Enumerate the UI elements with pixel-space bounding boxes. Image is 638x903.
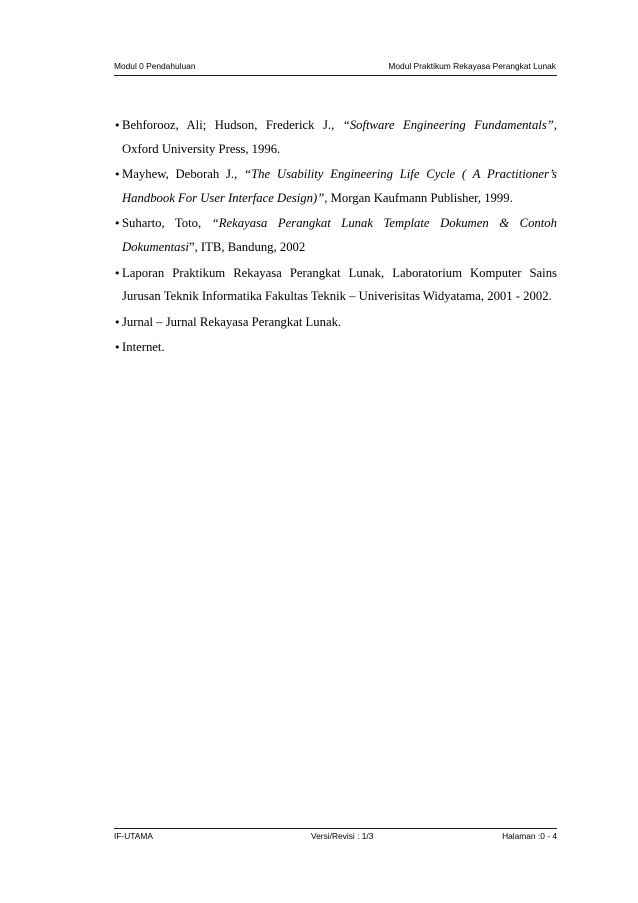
bullet-icon: • [114, 168, 121, 182]
footer-page-number: Halaman :0 - 4 [502, 831, 557, 841]
reference-item [114, 336, 557, 360]
reference-text: Behforooz, Ali; Hudson, Frederick J., “Software Engineering Fundamentals”, Oxford University Press, 1996. [122, 118, 557, 156]
footer-version: Versi/Revisi : 1/3 [311, 831, 374, 841]
bullet-icon: • [114, 266, 121, 280]
reference-text: Jurnal – Jurnal Rekayasa Perangkat Lunak. [122, 314, 342, 329]
header-course-title: Modul Praktikum Rekayasa Perangkat Lunak [388, 61, 556, 71]
footer-institution: IF-UTAMA [114, 831, 153, 841]
reference-text: Mayhew, Deborah J., “The Usability Engineering Life Cycle ( A Practitioner’s Handbook For User Interface Design)”, Morgan Kaufmann Publisher, 1999. [122, 167, 557, 205]
bullet-icon: • [114, 341, 121, 355]
header-module-title: Modul 0 Pendahuluan [114, 61, 196, 71]
header-divider [114, 75, 557, 76]
reference-text: Suharto, Toto, “Rekayasa Perangkat Lunak Template Dokumen & Contoh Dokumentasi”, ITB, Bandung, 2002 [122, 216, 557, 254]
bullet-icon: • [114, 119, 121, 132]
bullet-icon: • [114, 315, 121, 329]
footer-divider [114, 828, 557, 829]
page-footer [114, 831, 557, 845]
reference-item [114, 311, 557, 335]
page-header [114, 61, 556, 75]
reference-item [114, 114, 557, 161]
reference-item [114, 163, 557, 210]
reference-text: Laporan Praktikum Rekayasa Perangkat Lunak, Laboratorium Komputer Sains Jurusan Teknik Informatika Fakultas Teknik – Univerisitas Widyatama, 2001 - 2002. [122, 265, 557, 304]
reference-text: Internet. [122, 340, 165, 355]
reference-item [114, 262, 557, 309]
reference-item [114, 212, 557, 259]
reference-list [114, 114, 557, 362]
bullet-icon: • [114, 217, 121, 231]
